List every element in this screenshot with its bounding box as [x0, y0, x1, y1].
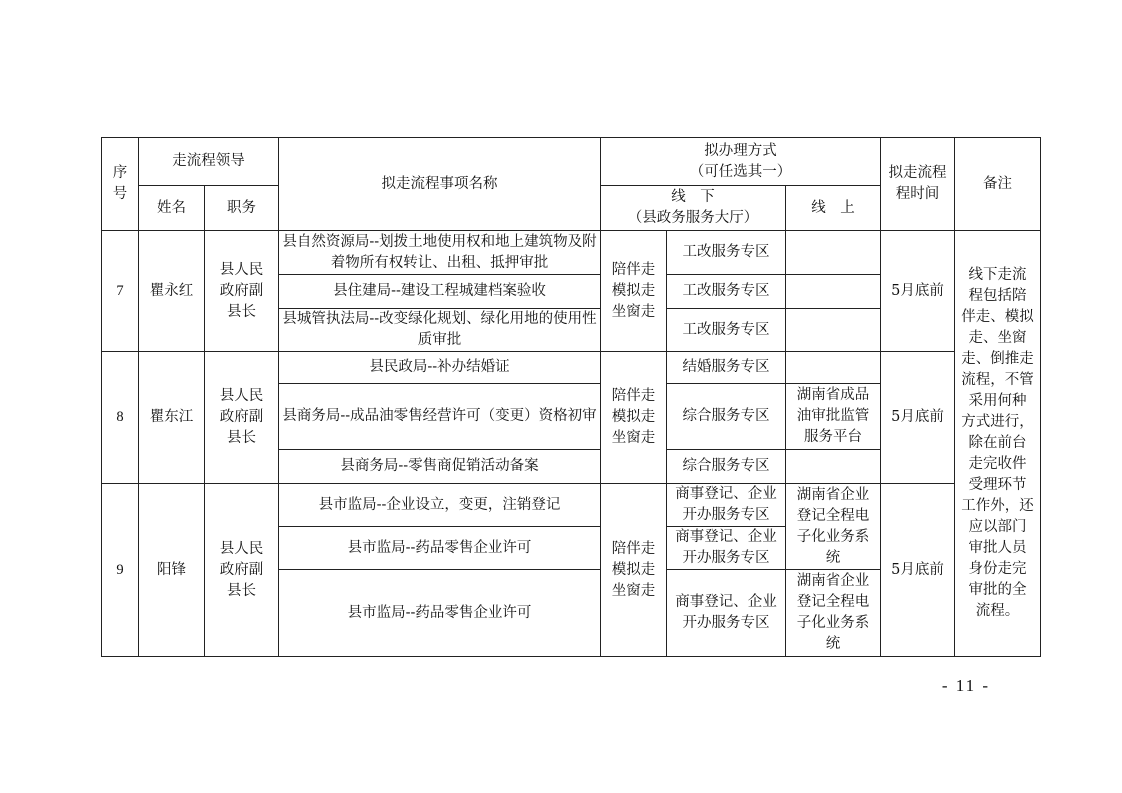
leader-position: 县人民 政府副 县长: [205, 231, 279, 352]
table-row: [102, 484, 1041, 527]
process-mode: 陪伴走 模拟走 坐窗走: [601, 484, 667, 657]
offline-zone: 商事登记、企业 开办服务专区: [667, 527, 786, 570]
item-name: 县住建局--建设工程城建档案验收: [279, 275, 601, 309]
leader-name: 阳锋: [139, 484, 205, 657]
item-name: 县商务局--零售商促销活动备案: [279, 450, 601, 484]
item-name: 县市监局--药品零售企业许可: [279, 527, 601, 570]
header-time: 拟走流程 程时间: [881, 138, 955, 231]
online-platform: 湖南省企业 登记全程电 子化业务系 统: [786, 484, 881, 570]
offline-zone: 商事登记、企业 开办服务专区: [667, 570, 786, 657]
offline-zone: 结婚服务专区: [667, 352, 786, 384]
header-item-name: 拟走流程事项名称: [279, 138, 601, 231]
online-platform: [786, 352, 881, 384]
header-method: 拟办理方式 （可任选其一）: [601, 138, 881, 186]
process-mode: 陪伴走 模拟走 坐窗走: [601, 352, 667, 484]
online-platform: 湖南省成品 油审批监管 服务平台: [786, 384, 881, 450]
header-offline: 线 下 （县政务服务大厅）: [601, 186, 786, 231]
item-name: 县民政局--补办结婚证: [279, 352, 601, 384]
online-platform: [786, 450, 881, 484]
offline-zone: 工改服务专区: [667, 231, 786, 275]
offline-zone: 综合服务专区: [667, 384, 786, 450]
header-row-1: [102, 138, 1041, 186]
leaders-process-table: [101, 137, 1041, 657]
header-seq: 序 号: [102, 138, 139, 231]
online-platform: 湖南省企业 登记全程电 子化业务系 统: [786, 570, 881, 657]
item-name: 县市监局--企业设立，变更，注销登记: [279, 484, 601, 527]
process-time: 5月底前: [881, 231, 955, 352]
process-mode: 陪伴走 模拟走 坐窗走: [601, 231, 667, 352]
seq-cell: 9: [102, 484, 139, 657]
header-position: 职务: [205, 186, 279, 231]
offline-zone: 工改服务专区: [667, 275, 786, 309]
leader-position: 县人民 政府副 县长: [205, 352, 279, 484]
offline-zone: 工改服务专区: [667, 309, 786, 352]
leader-position: 县人民 政府副 县长: [205, 484, 279, 657]
header-remarks: 备注: [955, 138, 1041, 231]
item-name: 县市监局--药品零售企业许可: [279, 570, 601, 657]
table-row: [102, 231, 1041, 275]
page-number: - 11 -: [941, 676, 991, 695]
seq-cell: 8: [102, 352, 139, 484]
header-name: 姓名: [139, 186, 205, 231]
seq-cell: 7: [102, 231, 139, 352]
leader-name: 瞿东江: [139, 352, 205, 484]
online-platform: [786, 275, 881, 309]
online-platform: [786, 231, 881, 275]
item-name: 县城管执法局--改变绿化规划、绿化用地的使用性质审批: [279, 309, 601, 352]
header-online: 线 上: [786, 186, 881, 231]
leader-name: 瞿永红: [139, 231, 205, 352]
remarks-note: 线下走流 程包括陪 伴走、模拟 走、坐窗 走、倒推走 流程，不管 采用何种 方式进行， 除在前台 走完收件 受理环节 工作外，还 应以部门 审批人员 身份走完 审批的全 流程。: [955, 231, 1041, 657]
online-platform: [786, 309, 881, 352]
item-name: 县商务局--成品油零售经营许可（变更）资格初审: [279, 384, 601, 450]
process-time: 5月底前: [881, 352, 955, 484]
process-time: 5月底前: [881, 484, 955, 657]
offline-zone: 商事登记、企业 开办服务专区: [667, 484, 786, 527]
item-name: 县自然资源局--划拨土地使用权和地上建筑物及附着物所有权转让、出租、抵押审批: [279, 231, 601, 275]
table-row: [102, 352, 1041, 384]
offline-zone: 综合服务专区: [667, 450, 786, 484]
header-leader-group: 走流程领导: [139, 138, 279, 186]
